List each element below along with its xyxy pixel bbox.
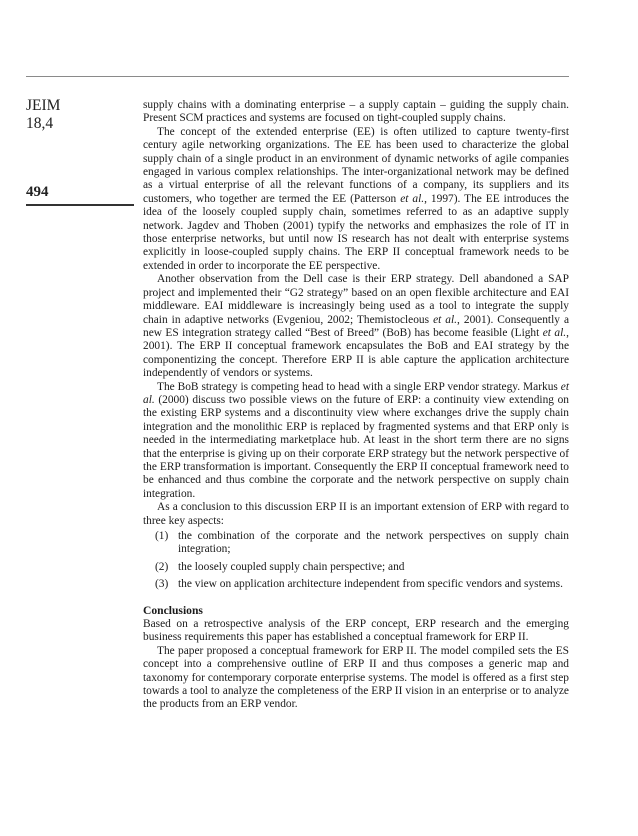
paragraph-2: The concept of the extended enterprise (EE) is often utilized to capture twenty-first century agile networking organizations. The EE has been used to characterize the global supply chain of a single product in an environment of dynamic networks of agile companies engaged in various complex relationships. The inter-organizational network may be defined as a virtual enterprise of all the relevant functions of a company, its suppliers and its customers, who together are termed the EE (Patterson et al., 1997). The EE introduces the idea of the loosely coupled supply chain, sometimes referred to as an adaptive supply network. Jagdev and Thoben (2001) typify the networks and emphasizes the role of IT in those enterprise networks, but until now IS research has not dealt with enterprise systems explicitly in loose-coupled supply chains. The ERP II conceptual framework needs to be extended in order to incorporate the EE perspective. — [143, 125, 569, 272]
page-number: 494 — [26, 184, 49, 200]
list-item: (3) the view on application architecture independent from specific vendors and systems. — [155, 578, 563, 591]
conclusions-paragraph-2: The paper proposed a conceptual framework for ERP II. The model compiled sets the ES concept into a comprehensive outline of ERP II and thus composes a generic map and taxonomy for contemporary corporate enterprise systems. The model is offered as a first step towards a tool to analyze the completeness of the ERP II vision in an enterprise or to analyze the products from an ERP vendor. — [143, 644, 569, 711]
list-item: (1) the combination of the corporate and the network perspectives on supply chain integration; — [155, 530, 569, 556]
paragraph-3: Another observation from the Dell case is their ERP strategy. Dell abandoned a SAP project and implemented their “G2 strategy” based on an open flexible architecture and EAI middleware. EAI middleware is increasingly being used as a tool to integrate the supply chain in adaptive networks (Evgeniou, 2002; Themistocleous et al., 2001). Consequently a new ES integration strategy called “Best of Breed” (BoB) has become feasible (Light et al., 2001). The ERP II conceptual framework encapsulates the BoB and EAI strategy by the componentizing the concept. Therefore ERP II is able capture the application architecture independently of vendors or systems. — [143, 273, 569, 380]
margin-column — [26, 97, 136, 200]
paragraph-4: The BoB strategy is competing head to head with a single ERP vendor strategy. Markus et al. (2000) discuss two possible views on the future of ERP: a continuity view extending on the existing ERP systems and a discontinuity view where exchanges drive the supply chain integration and the monolithic ERP is replaced by fragmented systems and that ERP only is needed in the intermediating marketplace hub. At least in the short term there are no signs that the enterprise is giving up on their corporate ERP strategy but the network perspective of the ERP transformation is important. Consequently the ERP II conceptual framework need to be enhanced and thus combine the corporate and the network perspective on supply chain integration. — [143, 380, 569, 500]
body-text — [143, 99, 569, 712]
conclusions-heading: Conclusions — [143, 603, 203, 617]
conclusions-paragraph-1: Based on a retrospective analysis of the ERP concept, ERP research and the emerging business requirements this paper has established a conceptual framework for ERP II. — [143, 618, 569, 644]
key-aspects-list — [143, 530, 569, 592]
page-number-rule — [26, 204, 134, 206]
volume-issue: 18,4 — [26, 115, 54, 132]
journal-name: JEIM — [26, 97, 61, 114]
paragraph-1: supply chains with a dominating enterprise – a supply captain – guiding the supply chain. Present SCM practices and systems are focused on tight-coupled supply chains. — [143, 99, 569, 125]
paragraph-5: As a conclusion to this discussion ERP II is an important extension of ERP with regard to three key aspects: — [143, 501, 569, 527]
header-rule — [26, 76, 569, 77]
list-item: (2) the loosely coupled supply chain perspective; and — [155, 560, 405, 573]
